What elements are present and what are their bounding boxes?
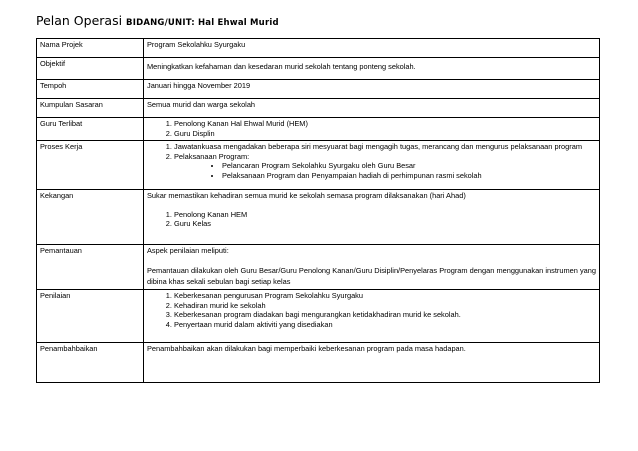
teacher-list (147, 119, 596, 138)
row-value (144, 118, 600, 141)
plan-table (36, 38, 600, 383)
table-row (37, 80, 600, 99)
monitoring-intro: Aspek penilaian meliputi: (147, 246, 229, 256)
row-label: Kumpulan Sasaran (37, 99, 144, 118)
monitoring-text: Pemantauan dilakukan oleh Guru Besar/Guru Penolong Kanan/Guru Disiplin/Penyelaras Program dengan menggunakan instrumen yang dibina khas sekali sebulan bagi setiap kelas (147, 265, 596, 286)
list-item: 3. Keberkesanan program diadakan bagi mengurangkan ketidakhadiran murid ke sekolah. (174, 310, 596, 320)
list-item-text: Pelaksanaan Program: (174, 151, 250, 161)
list-item (174, 152, 596, 181)
constraint-list (147, 210, 596, 229)
table-row (37, 99, 600, 118)
row-value (144, 141, 600, 190)
list-item: 2. Guru Displin (174, 129, 596, 139)
list-item: 1. Jawatankuasa mengadakan beberapa siri mesyuarat bagi mengagih tugas, merancang dan mengurus pelaksanaan program (174, 142, 596, 152)
table-row (37, 290, 600, 343)
row-value: Januari hingga November 2019 (144, 80, 600, 99)
row-value (144, 290, 600, 343)
sub-list (174, 161, 596, 180)
table-row (37, 58, 600, 80)
constraint-text: Sukar memastikan kehadiran semua murid ke sekolah semasa program dilaksanakan (hari Ahad) (147, 191, 466, 201)
table-row (37, 245, 600, 290)
table-row (37, 39, 600, 58)
table-row (37, 190, 600, 245)
row-label: Pemantauan (37, 245, 144, 290)
row-label: Penambahbaikan (37, 343, 144, 383)
list-item: • Pelaksanaan Program dan Penyampaian hadiah di perhimpunan rasmi sekolah (222, 171, 596, 181)
table-row (37, 118, 600, 141)
row-value: Penambahbaikan akan dilakukan bagi memperbaiki keberkesanan program pada masa hadapan. (144, 343, 600, 383)
row-label: Guru Terlibat (37, 118, 144, 141)
list-item: 1. Penolong Kanan HEM (174, 210, 596, 220)
title-text: Pelan Operasi (36, 13, 123, 28)
list-item: 1. Keberkesanan pengurusan Program Sekolahku Syurgaku (174, 291, 596, 301)
row-label: Proses Kerja (37, 141, 144, 190)
list-item: 4. Penyertaan murid dalam aktiviti yang disediakan (174, 320, 596, 330)
row-value (144, 245, 600, 290)
list-item: 1. Penolong Kanan Hal Ehwal Murid (HEM) (174, 119, 596, 129)
evaluation-list (147, 291, 596, 329)
row-label: Kekangan (37, 190, 144, 245)
document-title (36, 13, 279, 28)
process-list (147, 142, 596, 180)
list-item: • Pelancaran Program Sekolahku Syurgaku oleh Guru Besar (222, 161, 596, 171)
row-value: Meningkatkan kefahaman dan kesedaran murid sekolah tentang ponteng sekolah. (144, 58, 600, 80)
list-item: 2. Kehadiran murid ke sekolah (174, 301, 596, 311)
row-value: Program Sekolahku Syurgaku (144, 39, 600, 58)
row-value: Semua murid dan warga sekolah (144, 99, 600, 118)
row-label: Penilaian (37, 290, 144, 343)
unit-label: BIDANG/UNIT: Hal Ehwal Murid (126, 18, 279, 28)
row-label: Tempoh (37, 80, 144, 99)
list-item: 2. Guru Kelas (174, 219, 596, 229)
table-row (37, 141, 600, 190)
row-label: Nama Projek (37, 39, 144, 58)
table-row (37, 343, 600, 383)
row-value (144, 190, 600, 245)
row-label: Objektif (37, 58, 144, 80)
